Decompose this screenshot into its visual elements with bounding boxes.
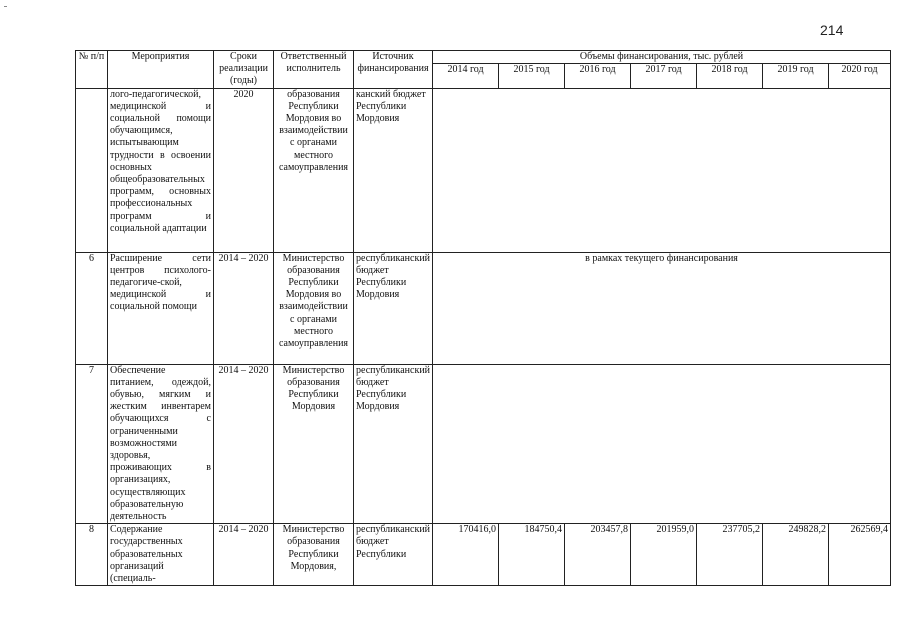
row-period: 2014 – 2020	[214, 252, 274, 364]
table-row	[76, 88, 891, 252]
row-values	[433, 88, 891, 252]
row-activity: лого-педагогической, медицинской и социальной помощи обучающимся, испытывающим трудности в освоении основных общеобразовательных программ, основных профессиональных программ и социальной адаптации	[108, 88, 214, 252]
row-activity: Обеспечение питанием, одеждой, обувью, мягким и жестким инвентарем обучающихся с ограниченными возможностями здоровья, проживающих в организациях, осуществляющих образовательную деятельность	[108, 364, 214, 524]
row-responsible: Министерство образования Республики Мордовия во взаимодействии с органами местного самоуправления	[274, 252, 354, 364]
row-num	[76, 88, 108, 252]
row-source: республиканский бюджет Республики	[354, 524, 433, 586]
row-period: 2014 – 2020	[214, 364, 274, 524]
scan-mark	[4, 6, 7, 7]
value-2016: 203457,8	[565, 524, 631, 586]
header-year: 2014 год	[433, 64, 499, 88]
row-financing-note: в рамках текущего финансирования	[433, 252, 891, 364]
row-activity: Расширение сети центров психолого-педагогиче-ской, медицинской и социальной помощи	[108, 252, 214, 364]
row-num: 6	[76, 252, 108, 364]
row-responsible: образования Республики Мордовия во взаимодействии с органами местного самоуправления	[274, 88, 354, 252]
row-source: республиканский бюджет Республики Мордовия	[354, 252, 433, 364]
header-year: 2018 год	[697, 64, 763, 88]
row-responsible: Министерство образования Республики Мордовия,	[274, 524, 354, 586]
value-2015: 184750,4	[499, 524, 565, 586]
value-2018: 237705,2	[697, 524, 763, 586]
header-year: 2017 год	[631, 64, 697, 88]
value-2019: 249828,2	[763, 524, 829, 586]
value-2017: 201959,0	[631, 524, 697, 586]
row-values	[433, 364, 891, 524]
value-2020: 262569,4	[829, 524, 891, 586]
row-source: канский бюджет Республики Мордовия	[354, 88, 433, 252]
header-num: № п/п	[76, 51, 108, 89]
value-2014: 170416,0	[433, 524, 499, 586]
row-period: 2014 – 2020	[214, 524, 274, 586]
header-source: Источник финансирования	[354, 51, 433, 89]
header-responsible: Ответственный исполнитель	[274, 51, 354, 89]
row-activity: Содержание государственных образовательных организаций (специаль-	[108, 524, 214, 586]
table-row	[76, 252, 891, 364]
header-activity: Мероприятия	[108, 51, 214, 89]
row-responsible: Министерство образования Республики Мордовия	[274, 364, 354, 524]
row-num: 7	[76, 364, 108, 524]
header-year: 2015 год	[499, 64, 565, 88]
header-year: 2020 год	[829, 64, 891, 88]
table-row	[76, 364, 891, 524]
page-number: 214	[820, 22, 844, 38]
row-num: 8	[76, 524, 108, 586]
table-row	[76, 524, 891, 586]
header-year: 2019 год	[763, 64, 829, 88]
header-period: Сроки реализации (годы)	[214, 51, 274, 89]
financing-table	[75, 50, 891, 586]
header-year: 2016 год	[565, 64, 631, 88]
header-volumes: Объемы финансирования, тыс. рублей	[433, 51, 891, 64]
row-period: 2020	[214, 88, 274, 252]
row-source: республиканский бюджет Республики Мордовия	[354, 364, 433, 524]
